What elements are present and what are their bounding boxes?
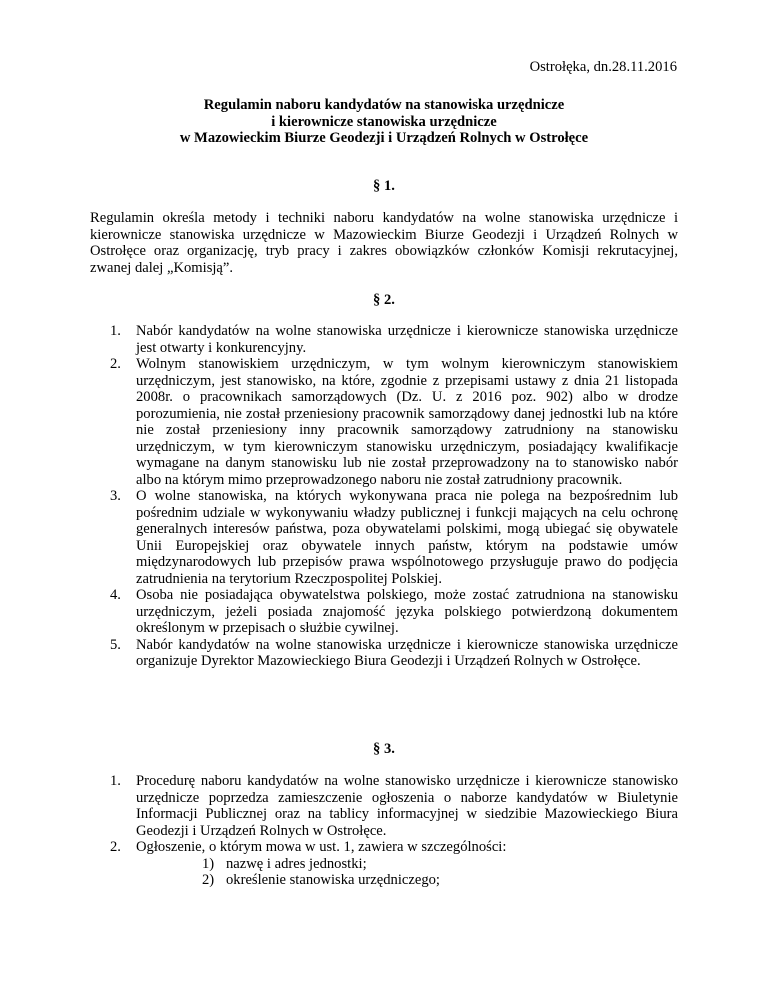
list-item-number: 1.: [110, 773, 121, 789]
section-heading-1: § 1.: [373, 178, 395, 194]
list-item-text: Ogłoszenie, o którym mowa w ust. 1, zawiera w szczególności:: [136, 839, 507, 855]
list-item-text: Wolnym stanowiskiem urzędniczym, w tym wolnym kierowniczym stanowiskiem urzędniczym, jest stanowisko, na które, zgodnie z przepisami ustawy z dnia 21 listopada 2008r. o pracownikach samorządowych (Dz. U. z 2016 poz. 902) albo w drodze porozumienia, nie został przeniesiony pracownik samorządowy danej jednostki lub na które nie został przeniesiony inny pracownik samorządowy zatrudniony na stanowisku urzędniczym, w tym kierowniczym stanowisku urzędniczym, posiadający kwalifikacje wymagane na danym stanowisku lub nie został przeprowadzony na to stanowisko nabór albo na którym mimo przeprowadzonego naboru nie został zatrudniony pracownik.: [136, 356, 678, 488]
section-3-list: [90, 773, 678, 889]
list-item-text: Osoba nie posiadająca obywatelstwa polskiego, może zostać zatrudniona na stanowisku urzędniczym, jeżeli posiada znajomość języka polskiego potwierdzoną dokumentem określonym w przepisach o służbie cywilnej.: [136, 587, 678, 636]
list-item-number: 5.: [110, 636, 121, 653]
list-item-number: 2.: [110, 356, 121, 372]
sublist-item-text: określenie stanowiska urzędniczego;: [226, 872, 440, 888]
list-item-number: 4.: [110, 587, 121, 603]
list-item: [90, 839, 678, 889]
list-item: [90, 773, 678, 839]
list-item-number: 3.: [110, 488, 121, 504]
sublist-item-text: nazwę i adres jednostki;: [226, 855, 367, 872]
list-item: [90, 323, 678, 356]
list-item: [90, 488, 678, 587]
list-item-text: Procedurę naboru kandydatów na wolne stanowisko urzędnicze i kierownicze stanowisko urzędnicze poprzedza zamieszczenie ogłoszenia o naborze kandydatów w Biuletynie Informacji Publicznej oraz na tablicy informacyjnej w siedzibie Mazowieckiego Biura Geodezji i Urządzeń Rolnych w Ostrołęce.: [136, 773, 678, 839]
list-item-text: O wolne stanowiska, na których wykonywana praca nie polega na bezpośrednim lub pośrednim udziale w wykonywaniu władzy publicznej i funkcji mających na celu ochronę generalnych interesów państwa, poza obywatelami polskimi, mogą ubiegać się obywatele Unii Europejskiej oraz obywatele innych państw, którym na podstawie umów międzynarodowych lub przepisów prawa wspólnotowego przysługuje prawo do podjęcia zatrudnienia na terytorium Rzeczpospolitej Polskiej.: [136, 488, 678, 587]
section-1-text: Regulamin określa metody i techniki naboru kandydatów na wolne stanowiska urzędnicze i kierownicze stanowiska urzędnicze w Mazowieckim Biurze Geodezji i Urządzeń Rolnych w Ostrołęce oraz organizację, tryb pracy i zakres obowiązków członków Komisji rekrutacyjnej, zwanej dalej „Komisją”.: [90, 210, 678, 276]
document-date: Ostrołęka, dn.28.11.2016: [529, 59, 677, 75]
title-line: i kierownicze stanowiska urzędnicze: [271, 113, 497, 130]
list-item: [90, 587, 678, 637]
list-item-number: 2.: [110, 839, 121, 855]
list-item: [90, 637, 678, 670]
sublist-item: [136, 856, 678, 873]
list-item-number: 1.: [110, 323, 121, 339]
section-heading-3: § 3.: [373, 741, 395, 757]
title-line: Regulamin naboru kandydatów na stanowiska urzędnicze: [203, 97, 565, 113]
sublist-item-number: 2): [202, 872, 215, 888]
title-line: w Mazowieckim Biurze Geodezji i Urządzeń Rolnych w Ostrołęce: [179, 130, 589, 146]
list-item-text: Nabór kandydatów na wolne stanowiska urzędnicze i kierownicze stanowiska urzędnicze organizuje Dyrektor Mazowieckiego Biura Geodezji i Urządzeń Rolnych w Ostrołęce.: [136, 636, 678, 669]
sublist-item: [136, 872, 678, 889]
list-item-text: Nabór kandydatów na wolne stanowiska urzędnicze i kierownicze stanowiska urzędnicze jest otwarty i konkurencyjny.: [136, 323, 678, 356]
section-heading-2: § 2.: [373, 292, 395, 308]
document-title: [90, 97, 678, 147]
section-3-sublist: [136, 856, 678, 889]
list-item: [90, 356, 678, 488]
section-2-list: [90, 323, 678, 670]
sublist-item-number: 1): [202, 855, 215, 872]
